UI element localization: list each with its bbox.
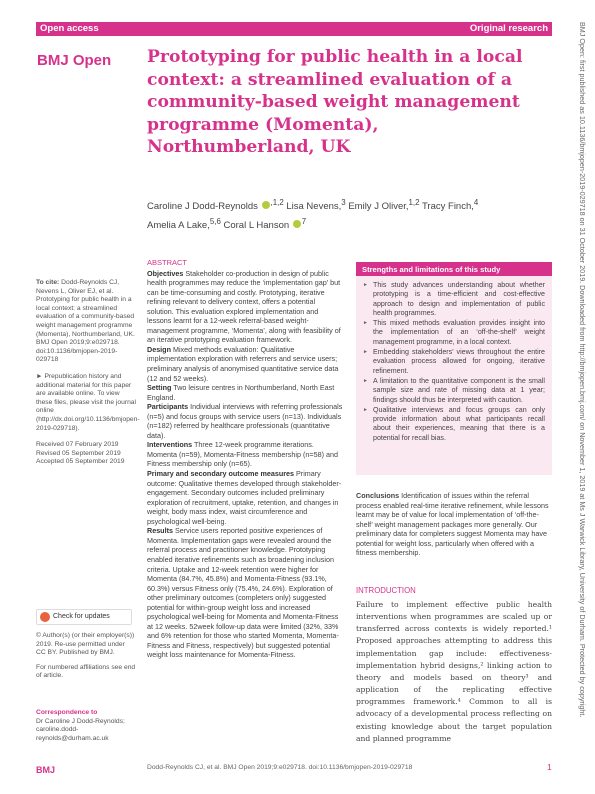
article-title: Prototyping for public health in a local context: a streamlined evaluation of a community-based weight management programme (Momenta), Northumberland, UK	[147, 47, 523, 157]
received-date: Received 07 February 2019	[36, 441, 119, 449]
footer-citation: Dodd-Reynolds CJ, et al. BMJ Open 2019;9:e029718. doi:10.1136/bmjopen-2019-029718	[147, 764, 413, 771]
list-item: ► Qualitative interviews and focus groups can only provide information about what participants recall about their experiences, meaning that there is a potential for recall bias.	[363, 406, 545, 443]
abstract-heading: ABSTRACT	[147, 258, 188, 267]
conclusions-label: Conclusions	[356, 491, 400, 500]
orcid-icon[interactable]	[262, 201, 270, 209]
open-access-label: Open access	[40, 23, 99, 34]
author-affiliation: 7	[301, 216, 307, 226]
abstract-design: Design Mixed methods evaluation: Qualitative implementation exploration with referrers and service users; preliminary analysis of anonymised quantitative service data (12 and 52 weeks).	[147, 344, 339, 383]
author-name[interactable]: Tracy Finch,	[421, 201, 474, 213]
introduction-text: Failure to implement effective public health interventions when programmes are scaled up or transferred across contexts is widely reported.¹ Proposed approaches attempting to address this implementation gap include: effectiveness-implementation hybrid designs,² linking action to theory and models based on theory³ and application of the replicating effective programmes framework.⁴ Common to all is advocacy of a developmental process reflecting on existing knowledge about the target population and planned programme	[356, 600, 552, 743]
author-affiliation: ,1,2	[270, 198, 284, 207]
orcid-icon[interactable]	[293, 220, 301, 228]
abstract-results: Results Service users reported positive experiences of Momenta. Implementation gaps were revealed around the referral process and practitioner knowledge. Prototyping enabled iterative refinements such as broadening inclusion criteria. Uptake and 12-week retention were higher for Momenta (84.7%, 45.8%) and Momenta-Fitness (93.1%, 60.3%) versus Fitness only (75.4%, 24.6%). Exploration of other preliminary outcomes (completers only) suggested potential for within-group weight loss and increased psychological well-being for Momenta and Momenta-Fitness at 12 weeks. 52week follow-up data were limited (32%, 33% and 6% retention for those who started Momenta, Momenta-Fitness and Fitness, respectively) but suggested potential weight loss maintenance for Momenta-Fitness.	[147, 526, 339, 660]
strengths-limitations-heading: Strengths and limitations of this study	[356, 262, 552, 276]
author-name[interactable]: Lisa Nevens,	[286, 201, 342, 213]
strengths-limitations-box	[356, 262, 552, 475]
prepub-note: ► Prepublication history and additional material for this paper are available online. To view these files, please visit the journal online (http://dx.doi.org/10.1136/bmjopen-2019-029718).	[36, 372, 140, 432]
author-list	[147, 196, 547, 233]
author-name[interactable]: Coral L Hanson	[223, 219, 290, 231]
correspondence-label: Correspondence to	[36, 709, 98, 716]
side-download-text: BMJ Open: first published as 10.1136/bmjopen-2019-029718 on 31 October 2019. Downloaded from http://bmjopen.bmj.com/ on November 1, 2019 at Ms J Warwick Library, University of Durham. Protected by copyright.	[578, 22, 587, 718]
list-item: ► Embedding stakeholders’ views throughout the entire evaluation process allowed for ongoing, iterative refinement.	[363, 348, 545, 376]
side-download-notice	[577, 22, 589, 782]
citation-note	[36, 279, 136, 365]
list-item: ► This study advances understanding about whether prototyping is a time-efficient and cost-effective approach to design and implementation of public health programmes.	[363, 281, 545, 318]
list-item: ► A limitation to the quantitative component is the small sample size and rate of missing data at 1 year; findings should thus be interpreted with caution.	[363, 377, 545, 405]
correspondence-note	[36, 709, 136, 743]
abstract-outcomes: Primary and secondary outcome measures Primary outcome: Qualitative themes developed through stakeholder-engagement. Secondary outcomes included preliminary exploration of recruitment, uptake, retention, and changes in weight, body mass index, waist circumference and psychological well-being.	[147, 469, 342, 526]
abstract-section	[147, 258, 343, 660]
cite-label: To cite:	[36, 279, 60, 286]
abstract-setting: Setting Two leisure centres in Northumberland, North East England.	[147, 383, 335, 402]
check-updates-label: Check for updates	[53, 613, 110, 620]
copyright-text: © Author(s) (or their employer(s)) 2019. Re-use permitted under CC BY. Published by BMJ.	[36, 632, 135, 657]
journal-logo: BMJ Open	[37, 52, 112, 69]
correspondence-text[interactable]: Dr Caroline J Dodd-Reynolds; caroline.dodd-reynolds@durham.ac.uk	[36, 717, 125, 742]
author-name[interactable]: Amelia A Lake,	[147, 219, 210, 231]
author-name[interactable]: Caroline J Dodd-Reynolds	[147, 201, 258, 213]
abstract-interventions: Interventions Three 12-week programme iterations. Momenta (n=59), Momenta-Fitness membership (n=58) and Fitness membership only (n=65).	[147, 440, 338, 469]
conclusions-text: Identification of issues within the referral process enabled real-time iterative refinement, while lessons learnt may be of value for local implementation of ‘off-the-shelf’ weight management packages more generally. Our preliminary data for completers suggest Momenta may have potential for weight loss, particularly when offered with a fitness membership.	[356, 491, 549, 558]
left-sidebar	[36, 279, 140, 467]
list-item: ► This mixed methods evaluation provides insight into the implementation of an ‘off-the-shelf’ weight management programme, in a local context.	[363, 319, 545, 347]
revised-date: Revised 05 September 2019	[36, 449, 121, 457]
bmj-footer-logo: BMJ	[36, 765, 56, 775]
article-type-label: Original research	[469, 23, 548, 34]
affiliations-note: For numbered affiliations see end of article.	[36, 663, 136, 680]
cite-text: Dodd-Reynolds CJ, Nevens L, Oliver EJ, et al. Prototyping for public health in a local context: a streamlined evaluation of a community-based weight management programme (Momenta), Northumberland, UK. BMJ Open 2019;9:e029718. doi:10.1136/bmjopen-2019-029718	[36, 279, 135, 364]
copyright-note	[36, 632, 136, 681]
author-affiliation: 1,2	[408, 198, 420, 207]
page-number: 1	[547, 762, 552, 772]
check-for-updates-button[interactable]	[36, 609, 132, 625]
check-updates-icon	[40, 612, 50, 622]
introduction-heading: INTRODUCTION	[356, 586, 416, 595]
journal-header-bar	[36, 22, 552, 36]
abstract-objectives: Objectives Stakeholder co-production in design of public health programmes may reduce the ‘implementation gap’ but can be time-consuming and costly. Prototyping, iterative refining relevant to delivery context, offers a potential solution. This evaluation explored implementation and lessons learnt for a 12-week referral-based weight-management programme, ‘Momenta’, along with feasibility of an iterative prototyping evaluation framework.	[147, 268, 341, 345]
abstract-conclusions	[356, 491, 552, 558]
author-affiliation: 3	[341, 198, 346, 207]
strengths-limitations-list	[356, 276, 552, 443]
author-affiliation: 4	[473, 198, 479, 207]
author-name[interactable]: Emily J Oliver,	[348, 201, 409, 213]
author-affiliation: 5,6	[209, 216, 221, 226]
abstract-participants: Participants Individual interviews with referring professionals (n=5) and focus groups with service users (n=13). Individuals (n=182) referred by healthcare professionals (quantitative data).	[147, 402, 343, 440]
accepted-date: Accepted 05 September 2019	[36, 458, 125, 466]
